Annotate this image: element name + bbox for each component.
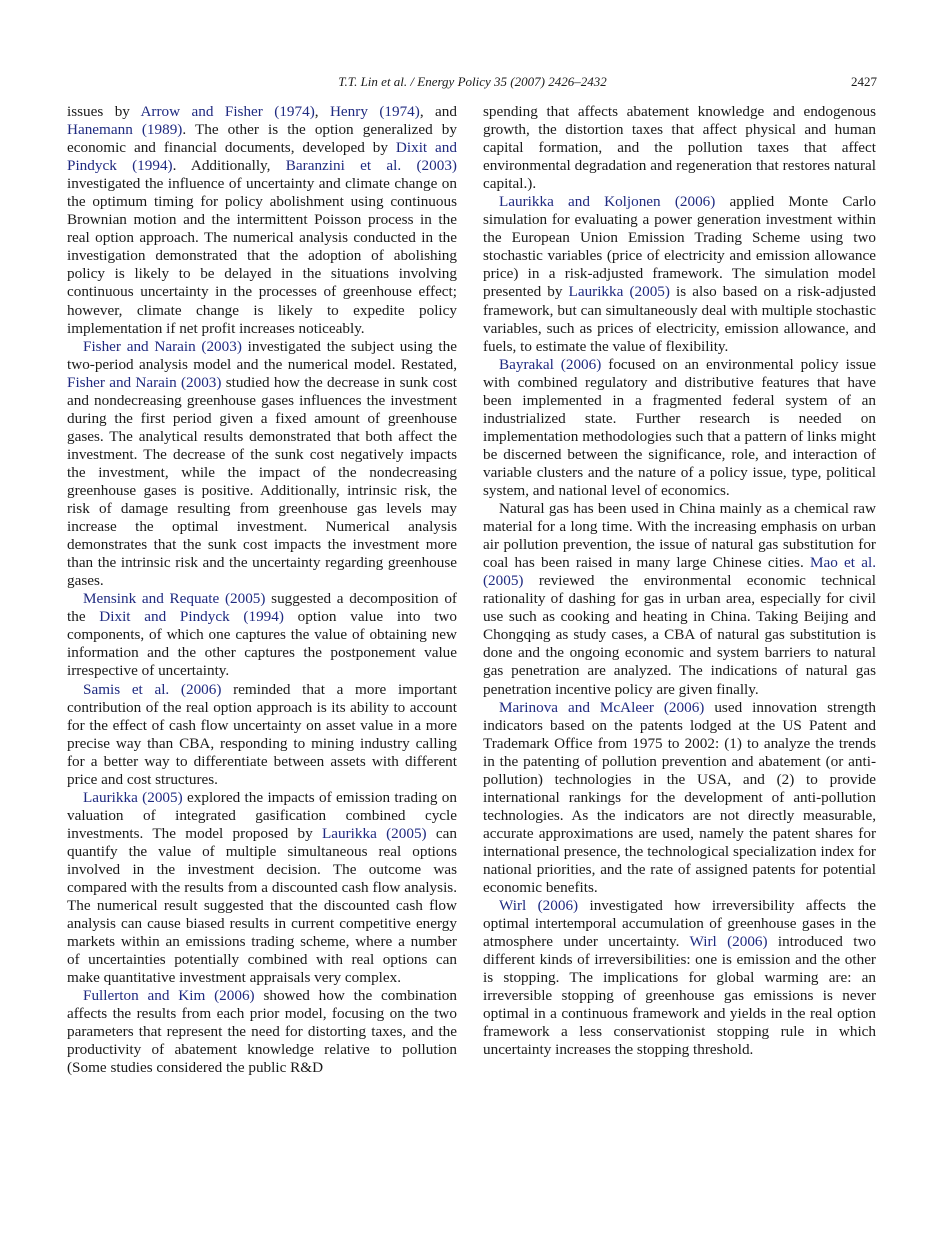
body-text: , and bbox=[419, 103, 457, 120]
body-text: is also based on a risk-adjusted framework, but can simultaneously deal with multiple stochastic variables, such as prices of electricity, emission allowance, and fuels, to estimate the value of flexibility. bbox=[483, 283, 876, 355]
running-head bbox=[0, 74, 925, 94]
left-column bbox=[67, 103, 457, 1078]
body-text: Natural gas has been used in China mainly as a chemical raw material for a long time. With the increasing emphasis on urban air pollution prevention, the issue of natural gas substitution for coal has been raised in many large Chinese cities. bbox=[483, 500, 876, 572]
citation-link[interactable]: Samis et al. (2006) bbox=[83, 680, 222, 698]
body-text: can quantify the value of multiple simultaneous real options involved in the investment decision. The outcome was compared with the results from a discounted cash flow analysis. The numerical result suggested that the discounted cash flow analysis can cause biased results in current competitive energy markets within an emissions trading scheme, where a number of uncertainties potentially combined with real options can make quantitative investment appraisals very complex. bbox=[67, 824, 457, 987]
body-text: studied how the decrease in sunk cost and nondecreasing greenhouse gases influences the investment during the first period given a fixed amount of greenhouse gases. The analytical results demonstrated that both affect the investment. The decrease of the sunk cost negatively impacts the investment, while the impact of the nondecreasing greenhouse gases is positive. Additionally, intrinsic risk, the risk of damage resulting from greenhouse gas levels may increase the optimal investment. Numerical analysis demonstrates that the sunk cost impacts the investment more than the intrinsic risk and the uncertainty regarding greenhouse gases. bbox=[67, 373, 457, 590]
body-paragraph bbox=[67, 789, 457, 988]
citation-link[interactable]: Laurikka (2005) bbox=[568, 283, 670, 301]
citation-link[interactable]: Fullerton and Kim (2006) bbox=[83, 987, 255, 1005]
body-paragraph bbox=[483, 103, 876, 193]
body-text: explored the impacts of emission trading on valuation of integrated gasification combined cycle investments. The model proposed by bbox=[67, 788, 457, 842]
body-text: option value into two components, of which one captures the value of obtaining new information and the other captures the postponement value irrespective of uncertainty. bbox=[67, 608, 457, 680]
body-text: suggested a decomposition of the bbox=[67, 590, 457, 626]
body-text: . Additionally, bbox=[172, 157, 286, 175]
citation-link[interactable]: Laurikka (2005) bbox=[322, 824, 427, 842]
body-text: reviewed the environmental economic technical rationality of dashing for gas in urban area, especially for civil use such as cooking and heating in China. Taking Beijing and Chongqing as study cases, a CBA of natural gas substitution is done and the ongoing economic and system barriers to natural gas penetration are analyzed. The indications of natural gas penetration incentive policy are given finally. bbox=[483, 572, 876, 698]
citation-link[interactable]: Henry (1974) bbox=[329, 103, 420, 120]
citation-link[interactable]: Fisher and Narain (2003) bbox=[83, 337, 242, 355]
citation-link[interactable]: Mao et al. (2005) bbox=[483, 554, 876, 590]
citation-link[interactable]: Wirl (2006) bbox=[689, 933, 768, 951]
body-text: , bbox=[314, 103, 330, 120]
body-text: issues by bbox=[67, 103, 141, 120]
body-text: introduced two different kinds of irreversibilities: one is emission and the other is stopping. The implications for global warming are: an irreversible stopping of greenhouse gas emissions is never optimal in a continuous framework and yields in the real option framework a less conservationist stopping rule in which uncertainty increases the stopping threshold. bbox=[483, 933, 877, 1059]
citation-link[interactable]: Dixit and Pindyck (1994) bbox=[99, 608, 284, 626]
page-number: 2427 bbox=[851, 74, 877, 89]
citation-link[interactable]: Fisher and Narain (2003) bbox=[67, 373, 222, 391]
citation-link[interactable]: Marinova and McAleer (2006) bbox=[499, 698, 705, 716]
body-paragraph bbox=[67, 103, 457, 338]
right-column bbox=[483, 103, 876, 1059]
body-text: focused on an environmental policy issue with combined regulatory and distributive features that have been implemented in a fragmented federal system of an industrialized state. Further research is needed on implementation methodologies such that a pattern of links might be discerned between the significance, role, and interaction of variable clusters and the nature of a policy issue, type, political system, and national level of economics. bbox=[483, 355, 877, 499]
body-text: spending that affects abatement knowledge and endogenous growth, the distortion taxes that affect physical and human capital formation, and the pollution taxes that affect environmental degradation and regeneration that restores natural capital.). bbox=[483, 103, 876, 193]
body-text: reminded that a more important contribution of the real option approach is its ability to account for the effect of cash flow uncertainty on asset value in a more precise way than CBA, responding to mining industry calling for a better way to differentiate between assets with different price and cost structures. bbox=[67, 680, 457, 788]
running-title: T.T. Lin et al. / Energy Policy 35 (2007) 2426–2432 bbox=[338, 74, 607, 89]
body-paragraph bbox=[67, 590, 457, 680]
citation-link[interactable]: Laurikka (2005) bbox=[83, 788, 183, 806]
body-text: used innovation strength indicators based on the patents lodged at the US Patent and Trademark Office from 1975 to 2002: (1) to analyze the trends in the patenting of pollution prevention and abatement (or anti-pollution) technologies in the USA, and (2) to provide international rankings for the development of anti-pollution technologies. As the indicators are not directly measurable, accurate approximations are used, namely the patent shares for international presence, the technological specialization index for national priorities, and the rate of assigned patents for potential economic benefits. bbox=[483, 698, 877, 897]
body-text: applied Monte Carlo simulation for evaluating a power generation investment within the European Union Emission Trading Scheme using two stochastic variables (price of electricity and emission allowance price) in a risk-adjusted framework. The simulation model presented by bbox=[483, 193, 876, 301]
body-text: investigated how irreversibility affects the optimal intertemporal accumulation of greenhouse gases in the atmosphere under uncertainty. bbox=[483, 897, 877, 951]
citation-link[interactable]: Bayrakal (2006) bbox=[499, 355, 602, 373]
citation-link[interactable]: Arrow and Fisher (1974) bbox=[140, 103, 315, 120]
body-text: . The other is the option generalized by economic and financial documents, developed by bbox=[67, 121, 457, 157]
body-paragraph bbox=[483, 193, 876, 355]
body-text: investigated the subject using the two-period analysis model and the numerical model. Restated, bbox=[67, 337, 457, 373]
citation-link[interactable]: Dixit and Pindyck (1994) bbox=[67, 139, 457, 175]
body-paragraph bbox=[67, 338, 457, 591]
body-paragraph bbox=[67, 987, 457, 1077]
citation-link[interactable]: Laurikka and Koljonen (2006) bbox=[499, 193, 716, 211]
citation-link[interactable]: Baranzini et al. (2003) bbox=[285, 157, 457, 175]
body-paragraph bbox=[483, 356, 876, 500]
citation-link[interactable]: Wirl (2006) bbox=[499, 897, 579, 915]
body-text: investigated the influence of uncertainty and climate change on the optimum timing for policy abolishment using continuous Brownian motion and the intermittent Poisson process in the real option approach. The numerical analysis conducted in the investigation demonstrated that the adoption of abolishing policy is likely to be delayed in the situations involving continuous uncertainty in the processes of greenhouse effect; however, climate change is likely to expedite policy implementation if net profit increases noticeably. bbox=[67, 175, 457, 337]
body-paragraph bbox=[67, 681, 457, 789]
body-paragraph bbox=[483, 897, 876, 1059]
citation-link[interactable]: Mensink and Requate (2005) bbox=[83, 590, 266, 608]
body-paragraph bbox=[483, 699, 876, 898]
body-paragraph bbox=[483, 500, 876, 699]
body-text: showed how the combination affects the results from each prior model, focusing on the two parameters that represent the need for distorting taxes, and the productivity of abatement knowledge relative to pollution (Some studies considered the public R&D bbox=[67, 987, 457, 1077]
citation-link[interactable]: Hanemann (1989) bbox=[67, 121, 183, 139]
